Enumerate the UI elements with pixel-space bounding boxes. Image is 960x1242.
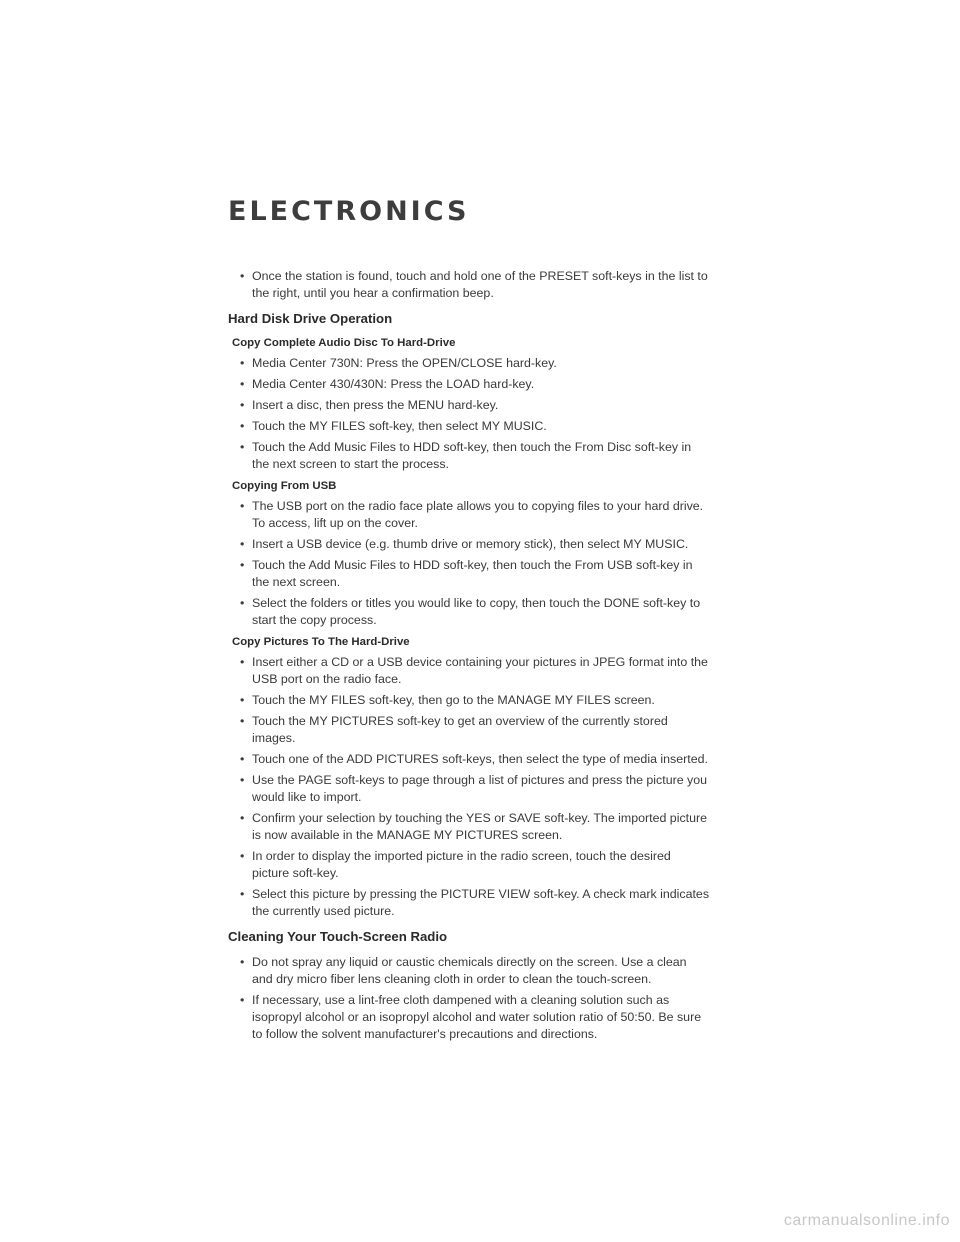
bullet-icon: • — [240, 440, 245, 454]
watermark-text: carmanualsonline.info — [783, 1212, 950, 1229]
cleaning-list — [228, 954, 710, 1043]
list-item: • Insert a disc, then press the MENU hard-key. — [240, 398, 499, 412]
bullet-icon: • — [240, 887, 245, 901]
list-item: • Media Center 730N: Press the OPEN/CLOSE hard-key. — [240, 356, 557, 370]
bullet-icon: • — [240, 558, 245, 572]
bullet-icon: • — [240, 955, 245, 969]
bullet-icon: • — [240, 773, 245, 787]
bullet-icon: • — [240, 752, 245, 766]
bullet-icon: • — [240, 693, 245, 707]
list-item: • Touch one of the ADD PICTURES soft-keys, then select the type of media inserted. — [240, 752, 708, 766]
list-item: • Insert either a CD or a USB device containing your pictures in JPEG format into the USB port on the radio face. — [240, 655, 708, 686]
bullet-icon: • — [240, 714, 245, 728]
list-item: • Touch the MY PICTURES soft-key to get an overview of the currently stored images. — [240, 714, 668, 745]
list-item: • Insert a USB device (e.g. thumb drive or memory stick), then select MY MUSIC. — [240, 537, 689, 551]
subheading-copy-audio: Copy Complete Audio Disc To Hard-Drive — [232, 337, 456, 349]
bullet-icon: • — [240, 356, 245, 370]
copy-pictures-list — [228, 654, 710, 920]
bullet-icon: • — [240, 596, 245, 610]
bullet-icon: • — [240, 269, 245, 283]
list-item: • In order to display the imported picture in the radio screen, touch the desired picture soft-key. — [240, 849, 671, 880]
bullet-icon: • — [240, 655, 245, 669]
subheading-copy-usb: Copying From USB — [232, 480, 337, 492]
bullet-icon: • — [240, 537, 245, 551]
bullet-icon: • — [240, 849, 245, 863]
list-item: • Confirm your selection by touching the YES or SAVE soft-key. The imported picture is now available in the MANAGE MY PICTURES screen. — [240, 811, 707, 842]
list-item: • Select the folders or titles you would like to copy, then touch the DONE soft-key to start the copy process. — [240, 596, 701, 627]
subheading-copy-pictures: Copy Pictures To The Hard-Drive — [232, 636, 410, 648]
section-heading-hdd: Hard Disk Drive Operation — [228, 311, 393, 326]
list-item: • Media Center 430/430N: Press the LOAD hard-key. — [240, 377, 535, 391]
list-item: • Touch the MY FILES soft-key, then go to the MANAGE MY FILES screen. — [240, 693, 655, 707]
bullet-icon: • — [240, 398, 245, 412]
list-item: • Once the station is found, touch and hold one of the PRESET soft-keys in the list to the right, until you hear a confirmation beep. — [240, 269, 708, 300]
list-item: • The USB port on the radio face plate allows you to copying files to your hard drive. To access, lift up on the cover. — [240, 499, 704, 530]
copy-audio-list — [228, 355, 710, 473]
list-item: • If necessary, use a lint-free cloth dampened with a cleaning solution such as isopropyl alcohol or an isopropyl alcohol and water solution ratio of 50:50. Be sure to follow the solvent manufacturer's precautions and directions. — [240, 993, 702, 1041]
bullet-icon: • — [240, 499, 245, 513]
intro-list — [228, 268, 710, 302]
list-item: • Do not spray any liquid or caustic chemicals directly on the screen. Use a clean and dry micro fiber lens cleaning cloth in order to clean the touch-screen. — [240, 955, 687, 986]
bullet-icon: • — [240, 419, 245, 433]
list-item: • Use the PAGE soft-keys to page through a list of pictures and press the picture you would like to import. — [240, 773, 708, 804]
list-item: • Touch the Add Music Files to HDD soft-key, then touch the From Disc soft-key in the next screen to start the process. — [240, 440, 692, 471]
page-content — [228, 268, 710, 1047]
page-title: ELECTRONICS — [228, 196, 470, 227]
list-item: • Touch the MY FILES soft-key, then select MY MUSIC. — [240, 419, 547, 433]
bullet-icon: • — [240, 811, 245, 825]
list-item: • Touch the Add Music Files to HDD soft-key, then touch the From USB soft-key in the next screen. — [240, 558, 693, 589]
copy-usb-list — [228, 498, 710, 629]
list-item: • Select this picture by pressing the PICTURE VIEW soft-key. A check mark indicates the currently used picture. — [240, 887, 710, 918]
bullet-icon: • — [240, 377, 245, 391]
section-heading-cleaning: Cleaning Your Touch-Screen Radio — [228, 929, 448, 944]
bullet-icon: • — [240, 993, 245, 1007]
